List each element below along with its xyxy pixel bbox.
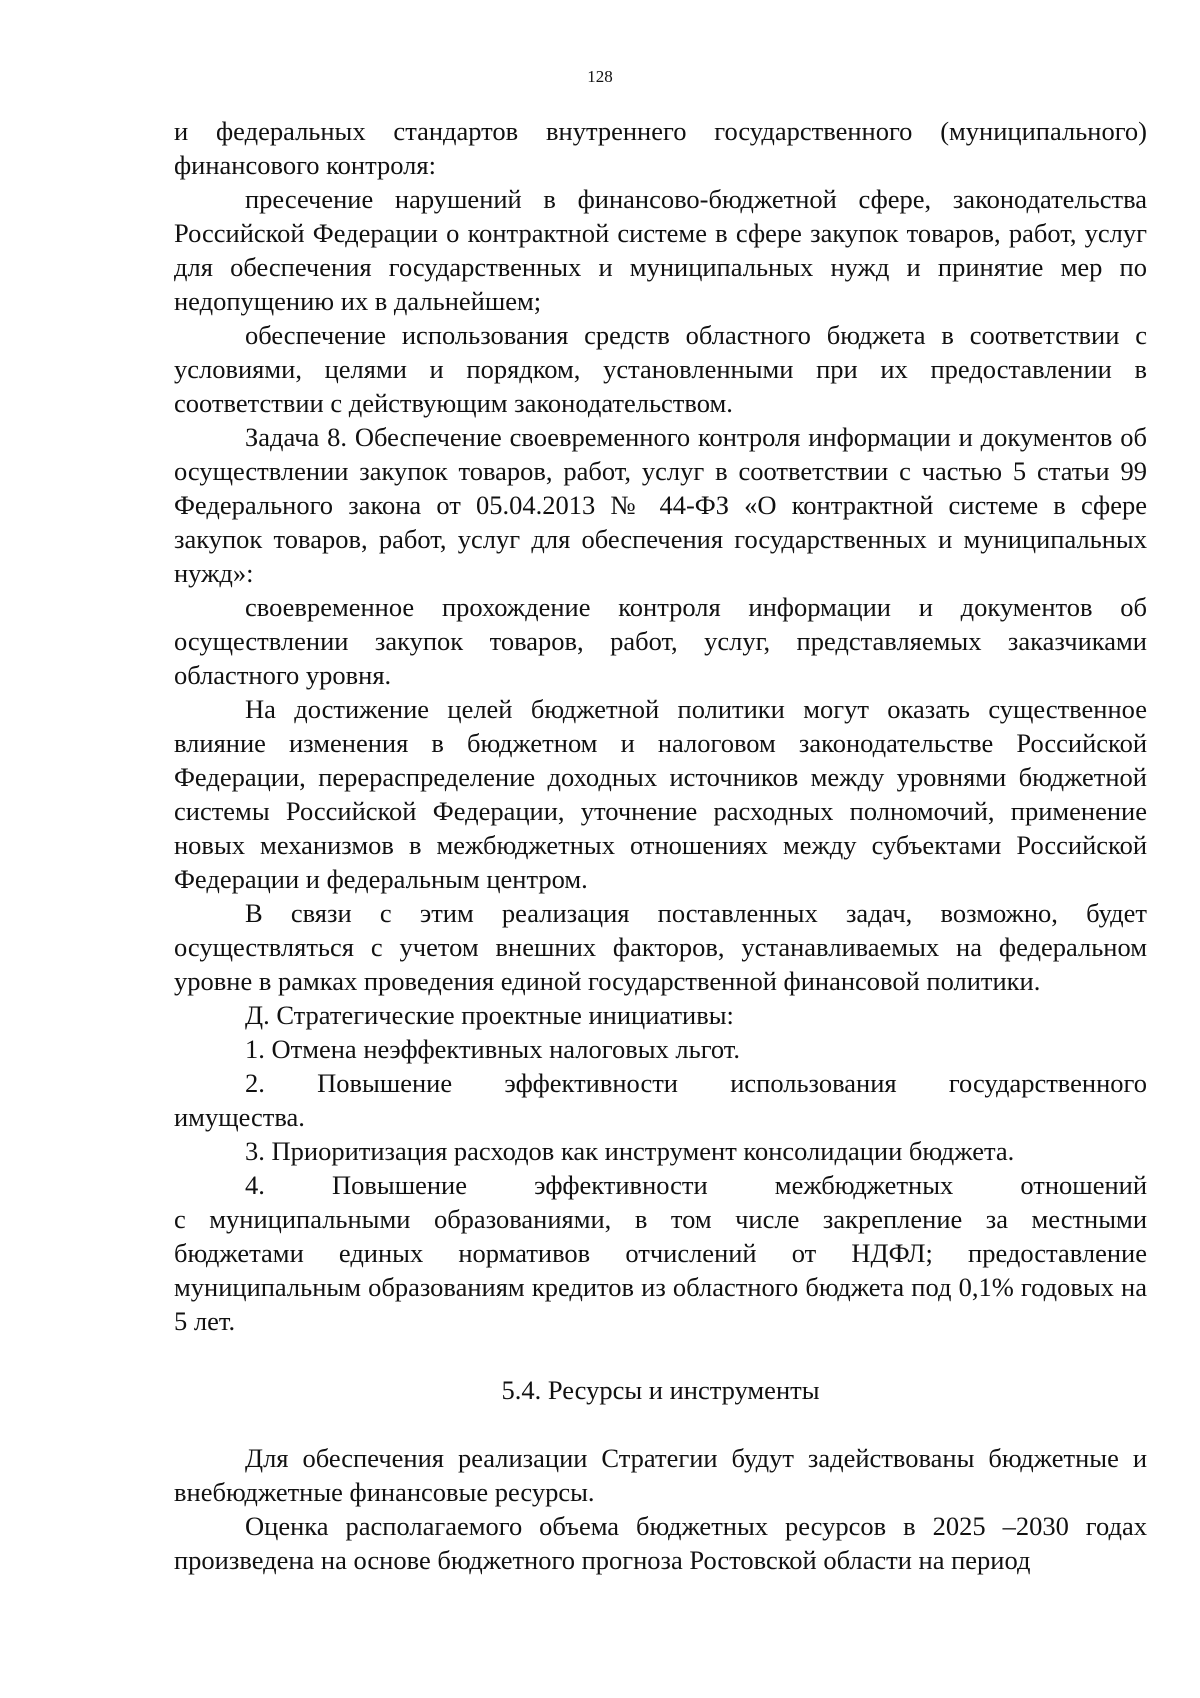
page-number: 128: [587, 67, 613, 86]
list-heading: Д. Стратегические проектные инициативы:: [245, 1000, 734, 1030]
paragraph: Оценка располагаемого объема бюджетных ресурсов в 2025 –2030 годах произведена на основе бюджетного прогноза Ростовской области на период: [174, 1511, 1147, 1575]
list-item-continuation: с муниципальными образованиями, в том числе закрепление за местными бюджетами единых нормативов отчислений от НДФЛ; предоставление муниципальным образованиям кредитов из областного бюджета под 0,1% годовых на 5 лет.: [174, 1204, 1147, 1336]
list-item-continuation: имущества.: [174, 1102, 305, 1132]
paragraph: В связи с этим реализация поставленных задач, возможно, будет осуществляться с учетом внешних факторов, устанавливаемых на федеральном уровне в рамках проведения единой государственной финансовой политики.: [174, 898, 1147, 996]
paragraph: На достижение целей бюджетной политики могут оказать существенное влияние изменения в бюджетном и налоговом законодательстве Российской Федерации, перераспределение доходных источников между уровнями бюджетной системы Российской Федерации, уточнение расходных полномочий, применение новых механизмов в межбюджетных отношениях между субъектами Российской Федерации и федеральным центром.: [174, 694, 1147, 894]
paragraph: и федеральных стандартов внутреннего государственного (муниципального) финансового контроля:: [174, 116, 1147, 180]
list-item: 4. Повышение эффективности межбюджетных отношений: [245, 1170, 1147, 1200]
list-item: 2. Повышение эффективности использования государственного: [245, 1068, 1147, 1098]
paragraph: Задача 8. Обеспечение своевременного контроля информации и документов об осуществлении закупок товаров, работ, услуг в соответствии с частью 5 статьи 99 Федерального закона от 05.04.2013 № 44-ФЗ «О контрактной системе в сфере закупок товаров, работ, услуг для обеспечения государственных и муниципальных нужд»:: [174, 422, 1147, 588]
paragraph: Для обеспечения реализации Стратегии будут задействованы бюджетные и внебюджетные финансовые ресурсы.: [174, 1443, 1147, 1507]
list-item: 1. Отмена неэффективных налоговых льгот.: [245, 1034, 741, 1064]
paragraph: обеспечение использования средств областного бюджета в соответствии с условиями, целями и порядком, установленными при их предоставлении в соответствии с действующим законодательством.: [174, 320, 1147, 418]
paragraph: пресечение нарушений в финансово-бюджетной сфере, законодательства Российской Федерации о контрактной системе в сфере закупок товаров, работ, услуг для обеспечения государственных и муниципальных нужд и принятие мер по недопущению их в дальнейшем;: [174, 184, 1147, 316]
paragraph: своевременное прохождение контроля информации и документов об осуществлении закупок товаров, работ, услуг, представляемых заказчиками областного уровня.: [174, 592, 1147, 690]
section-heading: 5.4. Ресурсы и инструменты: [501, 1375, 820, 1405]
document-body: [174, 114, 1147, 1577]
list-item: 3. Приоритизация расходов как инструмент консолидации бюджета.: [245, 1136, 1015, 1166]
